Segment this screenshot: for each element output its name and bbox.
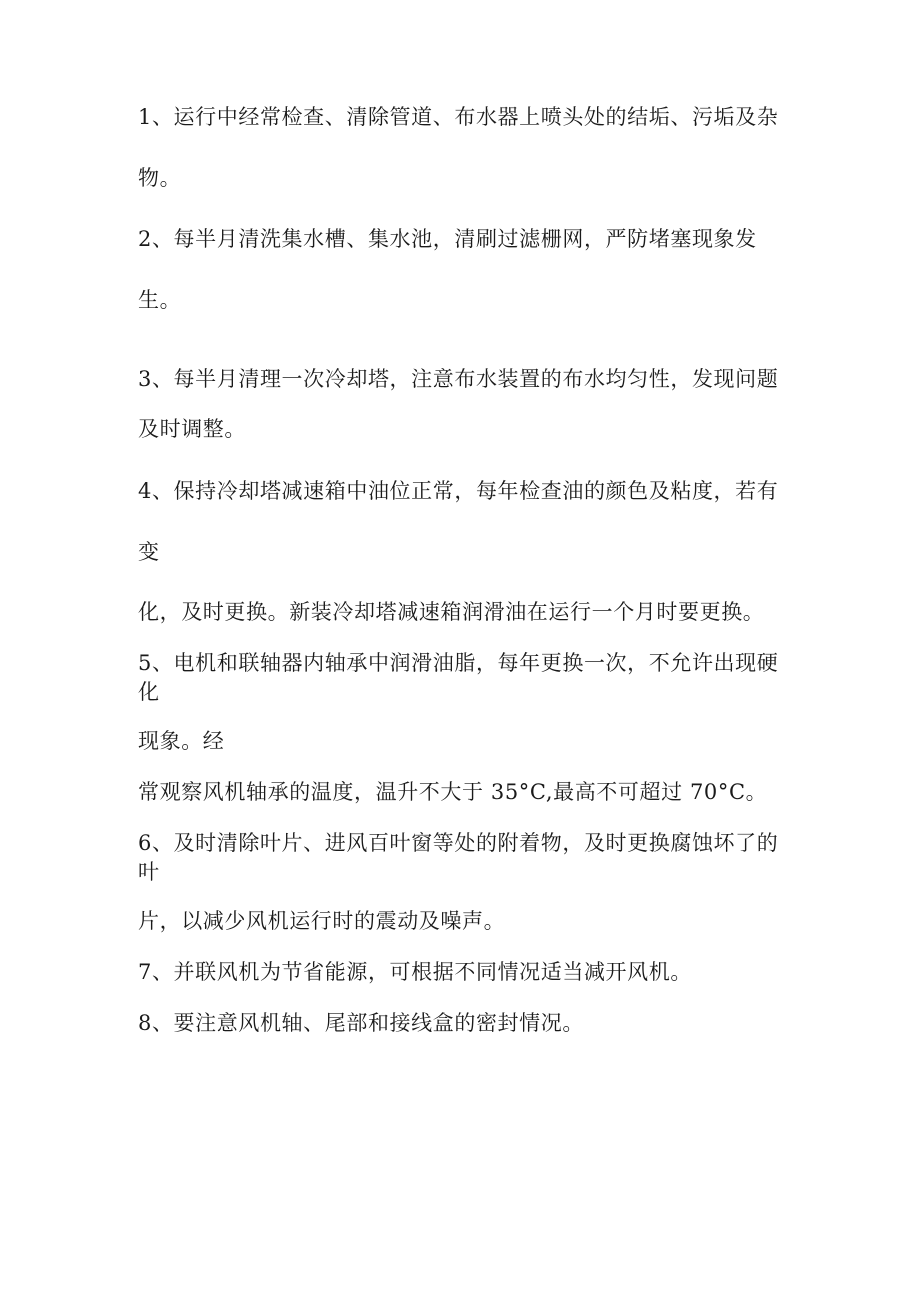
text-line: 化，及时更换。新装冷却塔减速箱润滑油在运行一个月时要更换。: [138, 600, 765, 624]
text-line: 6、及时清除叶片、进风百叶窗等处的附着物，及时更换腐蚀坏了的: [138, 831, 779, 855]
text-line: 4、保持冷却塔减速箱中油位正常，每年检查油的颜色及粘度，若有: [138, 479, 779, 503]
text-line: 5、电机和联轴器内轴承中润滑油脂，每年更换一次，不允许出现硬: [138, 651, 779, 675]
text-line: 物。: [138, 166, 182, 190]
text-line: 生。: [138, 288, 182, 312]
text-line: 化: [138, 680, 160, 704]
text-line: 8、要注意风机轴、尾部和接线盒的密封情况。: [138, 1011, 584, 1035]
text-line: 3、每半月清理一次冷却塔，注意布水装置的布水均匀性，发现问题: [138, 367, 779, 391]
text-line: 及时调整。: [138, 417, 246, 441]
text-line: 2、每半月清洗集水槽、集水池，清刷过滤栅网，严防堵塞现象发: [138, 227, 757, 251]
text-line: 现象。经: [138, 729, 225, 753]
text-line: 叶: [138, 860, 160, 884]
text-line: 1、运行中经常检查、清除管道、布水器上喷头处的结垢、污垢及杂: [138, 105, 779, 129]
text-line: 变: [138, 540, 160, 564]
text-line: 片，以减少风机运行时的震动及噪声。: [138, 909, 506, 933]
text-line: 7、并联风机为节省能源，可根据不同情况适当减开风机。: [138, 960, 692, 984]
text-line: 常观察风机轴承的温度，温升不大于 35°C,最高不可超过 70°C。: [138, 780, 768, 804]
